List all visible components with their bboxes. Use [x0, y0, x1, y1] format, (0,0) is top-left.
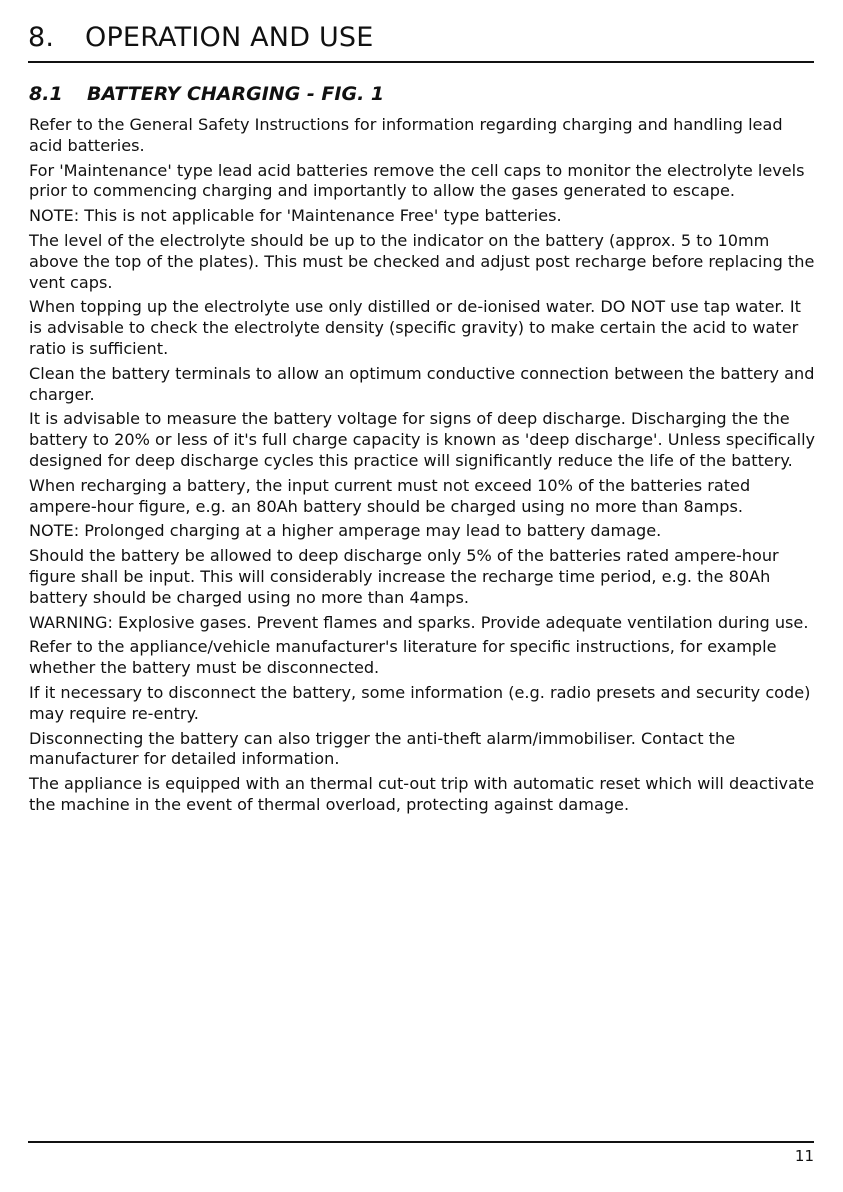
paragraph-deep-discharge: It is advisable to measure the battery voltage for signs of deep discharge. Discharging the the battery to 20% or less of it's full charge capacity is known as 'deep discharge'. Unless specifically designed for deep discharge cycles this practice will significantly reduce the life of the battery.	[29, 409, 816, 470]
subsection-title: BATTERY CHARGING - FIG. 1	[87, 83, 385, 105]
paragraph-thermal-cutout: The appliance is equipped with an thermal cut-out trip with automatic reset which will deactivate the machine in the event of thermal overload, protecting against damage.	[29, 774, 815, 814]
paragraph-anti-theft: Disconnecting the battery can also trigger the anti-theft alarm/immobiliser. Contact the manufacturer for detailed information.	[29, 728, 736, 769]
subsection-number: 8.1	[29, 83, 63, 105]
section-heading	[28, 22, 374, 53]
paragraph-deep-discharge-input: Should the battery be allowed to deep discharge only 5% of the batteries rated ampere-hour figure shall be input. This will considerably increase the recharge time period, e.g. the 80Ah battery should be charged using no more than 4amps.	[29, 546, 779, 607]
section-number: 8.	[28, 22, 55, 53]
section-title: OPERATION AND USE	[85, 22, 374, 53]
paragraph-input-current: When recharging a battery, the input current must not exceed 10% of the batteries rated ampere-hour figure, e.g. an 80Ah battery should be charged using no more than 8amps.	[29, 475, 751, 516]
footer-rule	[28, 1141, 814, 1143]
page-number: 11	[794, 1147, 814, 1165]
paragraph-maintenance-type: For 'Maintenance' type lead acid batteries remove the cell caps to monitor the electrolyte levels prior to commencing charging and importantly to allow the gases generated to escape.	[29, 160, 805, 201]
note-prolonged-charging: NOTE: Prolonged charging at a higher amperage may lead to battery damage.	[29, 521, 662, 541]
body-text	[29, 115, 817, 820]
note-maintenance-free: NOTE: This is not applicable for 'Maintenance Free' type batteries.	[29, 206, 562, 226]
warning-explosive-gases: WARNING: Explosive gases. Prevent flames and sparks. Provide adequate ventilation during use.	[29, 612, 809, 632]
paragraph-electrolyte-level: The level of the electrolyte should be up to the indicator on the battery (approx. 5 to 10mm above the top of the plates). This must be checked and adjust post recharge before replacing the vent caps.	[29, 230, 815, 292]
paragraph-topping-up: When topping up the electrolyte use only distilled or de-ionised water. DO NOT use tap water. It is advisable to check the electrolyte density (specific gravity) to make certain the acid to water ratio is sufficient.	[29, 297, 801, 358]
paragraph-manufacturer-literature: Refer to the appliance/vehicle manufacturer's literature for specific instructions, for example whether the battery must be disconnected.	[29, 637, 777, 678]
paragraph-general-safety: Refer to the General Safety Instructions for information regarding charging and handling lead acid batteries.	[29, 115, 783, 155]
paragraph-clean-terminals: Clean the battery terminals to allow an optimum conductive connection between the battery and charger.	[29, 363, 815, 404]
paragraph-disconnect-battery: If it necessary to disconnect the battery, some information (e.g. radio presets and security code) may require re-entry.	[29, 682, 811, 723]
subsection-heading	[29, 83, 384, 105]
header-rule	[28, 61, 814, 63]
